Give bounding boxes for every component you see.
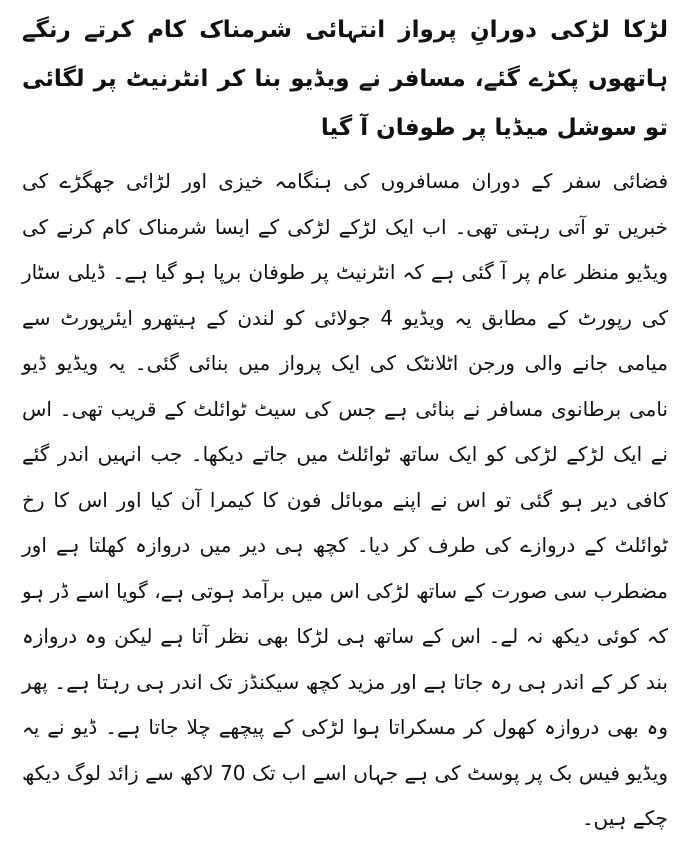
news-article bbox=[22, 6, 668, 842]
article-headline: لڑکا لڑکی دورانِ پرواز انتہائی شرمناک کام کرتے رنگے ہاتھوں پکڑے گئے، مسافر نے ویڈیو بنا کر انٹرنیٹ پر لگائی تو سوشل میڈیا پر طوفان آ گیا bbox=[22, 17, 668, 141]
article-body: فضائی سفر کے دوران مسافروں کی ہنگامہ خیزی اور لڑائی جھگڑے کی خبریں تو آتی رہتی تھی۔ اب ایک لڑکے لڑکی کے ایسا شرمناک کام کرنے کی ویڈیو منظر عام پر آ گئی ہے کہ انٹرنیٹ پر طوفان برپا ہو گیا ہے۔ ڈیلی سٹار کی رپورٹ کے مطابق یہ ویڈیو 4 جولائی کو لندن کے ہیتھرو ایئرپورٹ سے میامی جانے والی ورجن اٹلانٹک کی ایک پرواز میں بنائی گئی۔ یہ ویڈیو ڈیو نامی برطانوی مسافر نے بنائی ہے جس کی سیٹ ٹوائلٹ کے قریب تھی۔ اس نے ایک لڑکے لڑکی کو ایک ساتھ ٹوائلٹ میں جاتے دیکھا۔ جب انہیں اندر گئے کافی دیر ہو گئی تو اس نے اپنے موبائل فون کا کیمرا آن کیا اور اس کا رخ ٹوائلٹ کے دروازے کی طرف کر دیا۔ کچھ ہی دیر میں دروازہ کھلتا ہے اور مضطرب سی صورت کے ساتھ لڑکی اس میں برآمد ہوتی ہے، گویا اسے ڈر ہو کہ کوئی دیکھ نہ لے۔ اس کے ساتھ ہی لڑکا بھی نظر آتا ہے لیکن وہ دروازہ بند کر کے اندر ہی رہ جاتا ہے اور مزید کچھ سیکنڈز تک اندر ہی رہتا ہے۔ پھر وہ بھی دروازہ کھول کر مسکراتا ہوا لڑکی کے پیچھے چلا جاتا ہے۔ ڈیو نے یہ ویڈیو فیس بک پر پوسٹ کی ہے جہاں اسے اب تک 70 لاکھ سے زائد لوگ دیکھ چکے ہیں۔ bbox=[22, 169, 669, 830]
